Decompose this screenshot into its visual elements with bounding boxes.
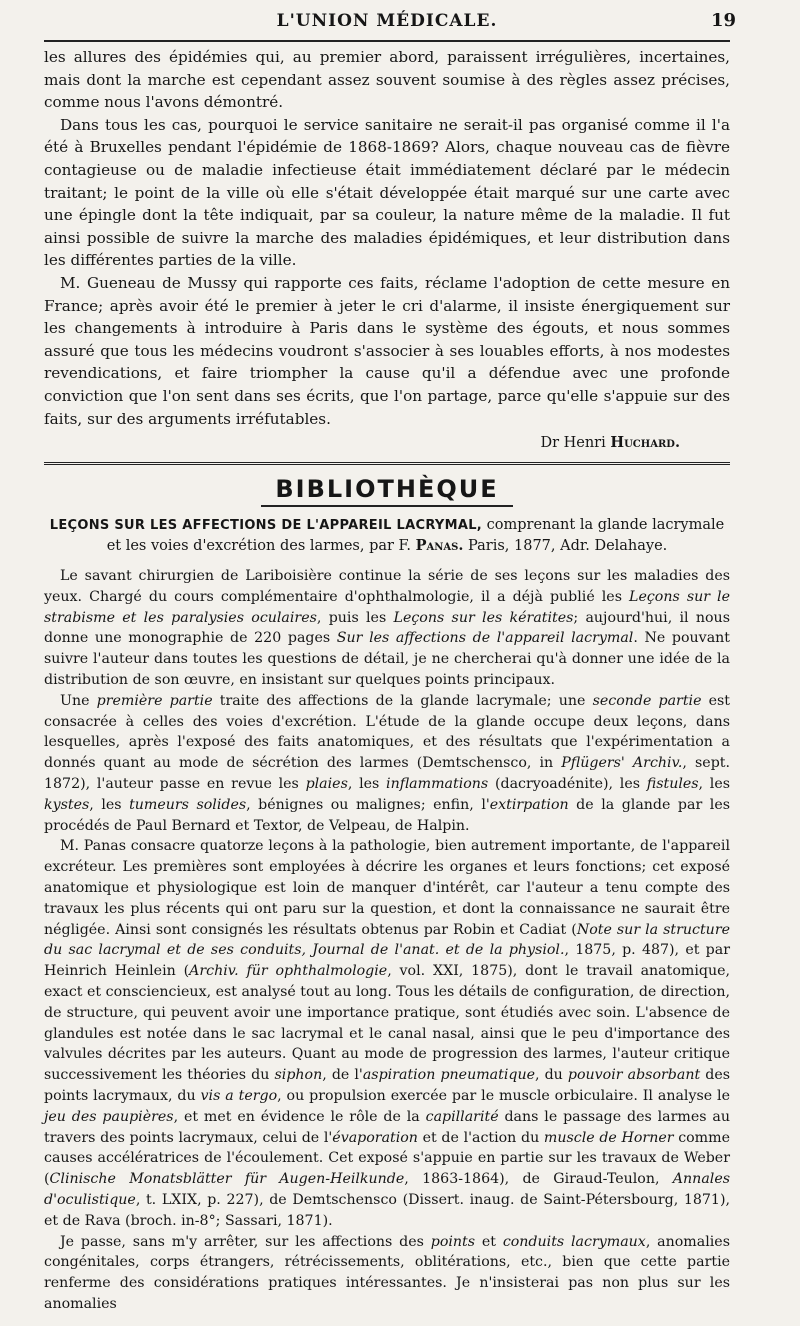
review-p3-italic: Annales d'oculistique	[44, 1171, 730, 1208]
review-p3-text: , vol. XXI, 1875), dont le travail anatomique, exact et consciencieux, est analysé tout au long. Tous les détails de configuration, de direction, de structure, qui peuvent avoir une importance pratique, sont étudiés avec soin. L'absence de glandules est notée dans le sac lacrymal et le canal nasal, ainsi que le peu d'importance des valvules décrites par les auteurs. Quant au mode de progression des larmes, l'auteur critique successivement les théories du	[44, 963, 731, 1084]
header-rule	[44, 40, 730, 42]
book-entry	[44, 515, 730, 556]
review-p4-text: Je passe, sans m'y arrêter, sur les affections des	[60, 1233, 431, 1250]
book-entry-text-2: Paris, 1877, Adr. Delahaye.	[463, 538, 668, 555]
review-p3-italic: Clinische Monatsblätter für Augen-Heilkunde	[49, 1171, 405, 1188]
review-p2-italic: fistules	[646, 776, 699, 793]
review-p2-italic: kystes	[44, 796, 90, 813]
review-p2-text: Une	[60, 692, 97, 709]
review-p1-text: , puis les	[316, 609, 394, 626]
review-p2-text: , bénignes ou malignes; enfin, l'	[246, 796, 490, 813]
review-p3-text: , 1863-1864), de Giraud-Teulon,	[404, 1171, 673, 1188]
review-p3-text: , de l'	[322, 1067, 363, 1084]
review-p3-text: M. Panas consacre quatorze leçons à la pathologie, bien autrement importante, de l'appareil excréteur. Les premières sont employées à décrire les organes et leurs fonctions; cet exposé anatomique et physiologique est loin de manquer d'intérêt, car l'auteur a tenu compte des travaux les plus récents qui ont paru sur la question, et dont la connaissance ne saurait être négligée. Ainsi sont consignés les résultats obtenus par Robin et Cadiat (	[44, 838, 730, 938]
review-p3-italic: muscle de Horner	[543, 1129, 674, 1146]
review-p3-text: , ou propulsion exercée par le muscle orbiculaire. Il analyse le	[277, 1088, 730, 1105]
review-p4-italic: points	[430, 1233, 476, 1250]
book-author: Panas.	[415, 537, 464, 555]
review-p3-text: , t. LXIX, p. 227), de Demtschensco (Dissert. inaug. de Saint-Pétersbourg, 1871), et de Rava (broch. in-8°; Sassari, 1871).	[44, 1192, 730, 1229]
review-p1-italic: Leçons sur le strabisme et les paralysies oculaires	[44, 588, 730, 626]
review-p3-text: comme causes accélératrices de l'écoulement. Cet exposé s'appuie en partie sur les travaux de Weber (	[44, 1129, 730, 1188]
paragraph-2: Dans tous les cas, pourquoi le service sanitaire ne serait-il pas organisé comme il l'a été à Bruxelles pendant l'épidémie de 1868-1869? Alors, chaque nouveau cas de fièvre contagieuse ou de maladie infectieuse était immédiatement déclaré par le médecin traitant; le point de la ville où elle s'était développée était marqué sur une carte avec une épingle dont la tête indiquait, par sa couleur, la nature même de la maladie. Il fut ainsi possible de suivre la marche des maladies épidémiques, et leur distribution dans les différentes parties de la ville.	[44, 115, 730, 270]
review-p1-italic: Leçons sur les kératites	[393, 609, 574, 626]
review-p2-text: (dacryoadénite), les	[488, 776, 647, 793]
signature-name: Huchard.	[610, 434, 680, 452]
paragraph-1: les allures des épidémies qui, au premier abord, paraissent irrégulières, incertaines, mais dont la marche est cependant assez souvent soumise à des règles assez précises, comme nous l'avons démontré.	[44, 48, 730, 112]
review-p3-italic: capillarité	[425, 1108, 499, 1125]
review-p3-text: , 1875, p. 487), et par Heinrich Heinlein (	[44, 942, 730, 980]
review-p4-italic: conduits lacrymaux	[502, 1233, 646, 1250]
review-p2-italic: inflammations	[386, 776, 489, 793]
review-p1-text: ; aujourd'hui, il nous donne une monographie de 220 pages	[44, 609, 730, 647]
review-paragraph-3	[44, 836, 730, 1231]
signature-prefix: Dr Henri	[540, 435, 606, 452]
review-p2-italic: Pflügers' Archiv.	[561, 755, 683, 772]
review-p2-text: , sept. 1872), l'auteur passe en revue les	[44, 755, 730, 793]
review-p2-text: de la glande par les procédés de Paul Bernard et Textor, de Velpeau, de Halpin.	[44, 796, 730, 834]
review-p3-text: des points lacrymaux, du	[44, 1067, 731, 1105]
review-p3-italic: aspiration pneumatique	[362, 1067, 535, 1084]
section-title: BIBLIOTHÈQUE	[261, 475, 512, 507]
review-p2-italic: tumeurs solides	[129, 796, 247, 813]
review-p3-italic: Note sur la structure du sac lacrymal et de ses conduits, Journal de l'anat. et de la physiol.	[44, 921, 730, 959]
review-paragraph-4	[44, 1232, 730, 1315]
book-title: LEÇONS SUR LES AFFECTIONS DE L'APPAREIL LACRYMAL,	[49, 518, 483, 534]
review-p1-italic: Sur les affections de l'appareil lacrymal	[336, 630, 634, 647]
review-p3-italic: vis a tergo	[200, 1088, 278, 1105]
review-p3-text: dans le passage des larmes au travers des points lacrymaux, celui de l'	[44, 1108, 730, 1146]
review-p3-text: et de l'action du	[417, 1129, 544, 1146]
review-p3-italic: pouvoir absorbant	[567, 1067, 701, 1084]
review-paragraph-1	[44, 566, 730, 691]
review-p1-text: Le savant chirurgien de Lariboisière continue la série de ses leçons sur les maladies des yeux. Chargé du cours complémentaire d'ophthalmologie, il a déjà publié les	[44, 568, 730, 605]
page-number: 19	[710, 10, 736, 31]
review-p3-text: , et met en évidence le rôle de la	[173, 1108, 426, 1125]
review-p2-italic: seconde partie	[592, 692, 702, 709]
review-p2-text: , les	[347, 776, 387, 793]
section-divider	[44, 462, 730, 465]
page-header	[44, 6, 736, 36]
review-p2-italic: première partie	[96, 692, 213, 709]
review-p2-italic: plaies	[305, 776, 348, 793]
section-title-wrap	[44, 475, 730, 507]
review-p3-text: , du	[534, 1067, 568, 1084]
review-p2-text: traite des affections de la glande lacrymale; une	[212, 692, 593, 709]
review-p3-italic: Archiv. für ophthalmologie	[189, 963, 388, 980]
paragraph-3: M. Gueneau de Mussy qui rapporte ces faits, réclame l'adoption de cette mesure en France; après avoir été le premier à jeter le cri d'alarme, il insiste énergiquement sur les changements à introduire à Paris dans le système des égouts, et nous sommes assuré que tous les médecins voudront s'associer à ses louables efforts, à nos modestes revendications, et faire triompher la cause qu'il a défendue avec une profonde conviction que l'on sent dans ses écrits, que l'on partage, parce qu'elle s'appuie sur des faits, sur des arguments irréfutables.	[44, 273, 730, 428]
review-p2-italic: extirpation	[489, 796, 569, 813]
author-signature	[44, 432, 730, 454]
article-conclusion	[44, 46, 730, 454]
review-p4-text: et	[475, 1233, 503, 1250]
running-title: L'UNION MÉDICALE.	[276, 11, 498, 31]
book-entry-text-1: comprenant la glande lacrymale et les voies d'excrétion des larmes, par F.	[106, 517, 725, 555]
review-p2-text: , les	[89, 796, 130, 813]
review-p2-text: est consacrée à celles des voies d'excrétion. L'étude de la glande occupe deux leçons, dans lesquelles, après l'exposé des faits anatomiques, et des résultats que l'expérimentation a donnés quant au mode de sécrétion des larmes (Demtschensco, in	[44, 692, 730, 772]
book-review	[44, 566, 730, 1315]
review-paragraph-2	[44, 691, 730, 837]
review-p4-text: , anomalies congénitales, corps étrangers, rétrécissements, oblitérations, etc., bien que cette partie renferme des considérations pratiques intéressantes. Je n'insisterai pas non plus sur les anomalies	[44, 1233, 730, 1312]
review-p3-italic: jeu des paupières	[44, 1108, 174, 1125]
review-p1-text: . Ne pouvant suivre l'auteur dans toutes les questions de détail, je ne chercherai qu'à donner une idée de la distribution de son œuvre, en insistant sur quelques points principaux.	[44, 630, 730, 689]
review-p3-italic: siphon	[274, 1067, 323, 1084]
review-p3-italic: évaporation	[332, 1129, 418, 1146]
review-p2-text: , les	[698, 776, 731, 793]
